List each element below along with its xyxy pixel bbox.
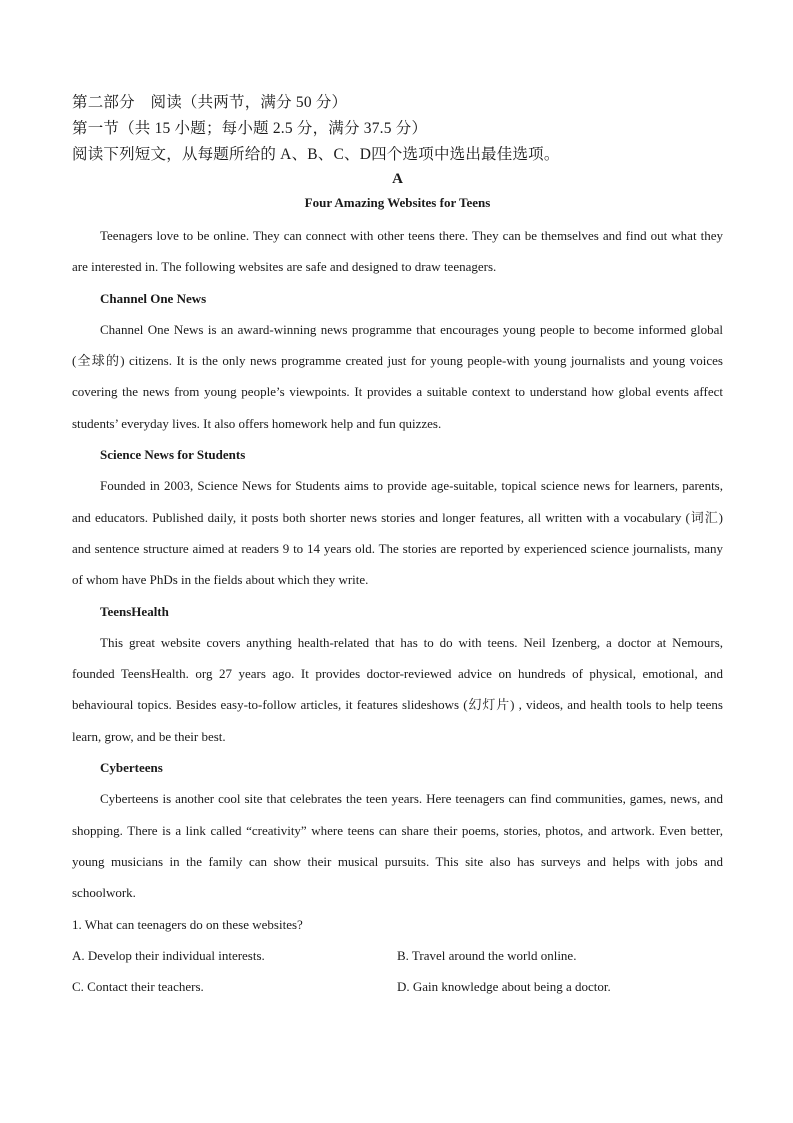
option-b[interactable]: B. Travel around the world online. xyxy=(397,947,577,963)
section-heading-cyberteens: Cyberteens xyxy=(100,760,163,776)
section-heading-science-news: Science News for Students xyxy=(100,447,246,463)
part-heading: 第二部分 阅读（共两节，满分 50 分） xyxy=(72,94,348,111)
section-body-science-news: Founded in 2003, Science News for Students aims to provide age-suitable, topical science news for learners, parents, and educators. Published daily, it posts both shorter news stories and longer features, all written with a vocabulary (词汇) and sentence structure aimed at readers 9 to 14 years old. The stories are reported by experienced science journalists, many of whom have PhDs in the fields about which they write. xyxy=(72,478,723,588)
section-body-cyberteens: Cyberteens is another cool site that celebrates the teen years. Here teenagers can find communities, games, news, and shopping. There is a link called “creativity” where teens can share their poems, stories, photos, and artwork. Even better, young musicians in the family can show their musical pursuits. This site also has surveys and helps with jobs and schoolwork. xyxy=(72,791,723,901)
answer-options xyxy=(72,940,723,1003)
option-d[interactable]: D. Gain knowledge about being a doctor. xyxy=(397,979,611,995)
section-body-channel-one: Channel One News is an award-winning news programme that encourages young people to become informed global (全球的) citizens. It is the only news programme created just for young people-with young journalists and young voices covering the news from young people’s viewpoints. It provides a suitable context to understand how global events affect students’ everyday lives. It also offers homework help and fun quizzes. xyxy=(72,321,723,431)
section-heading-teenshealth: TeensHealth xyxy=(100,603,169,619)
section-heading-channel-one: Channel One News xyxy=(100,290,207,306)
exam-page xyxy=(72,90,723,1002)
option-a[interactable]: A. Develop their individual interests. xyxy=(72,947,265,963)
intro-paragraph: Teenagers love to be online. They can connect with other teens there. They can be themselves and find out what they are interested in. The following websites are safe and designed to draw teenagers. xyxy=(72,228,723,275)
question-stem: 1. What can teenagers do on these websites? xyxy=(72,916,303,932)
passage-title: Four Amazing Websites for Teens xyxy=(304,195,491,210)
section-body-teenshealth: This great website covers anything health-related that has to do with teens. Neil Izenberg, a doctor at Nemours, founded TeensHealth. org 27 years ago. It provides doctor-reviewed advice on hundreds of physical, emotional, and behavioural topics. Besides easy-to-follow articles, it features slideshows (幻灯片) , videos, and health tools to help teens learn, grow, and be their best. xyxy=(72,634,723,744)
option-c[interactable]: C. Contact their teachers. xyxy=(72,979,204,995)
passage-letter: A xyxy=(392,171,403,187)
instruction-text: 阅读下列短文，从每题所给的 A、B、C、D四个选项中选出最佳选项。 xyxy=(72,146,560,163)
section-heading: 第一节（共 15 小题；每小题 2.5 分，满分 37.5 分） xyxy=(72,120,428,137)
